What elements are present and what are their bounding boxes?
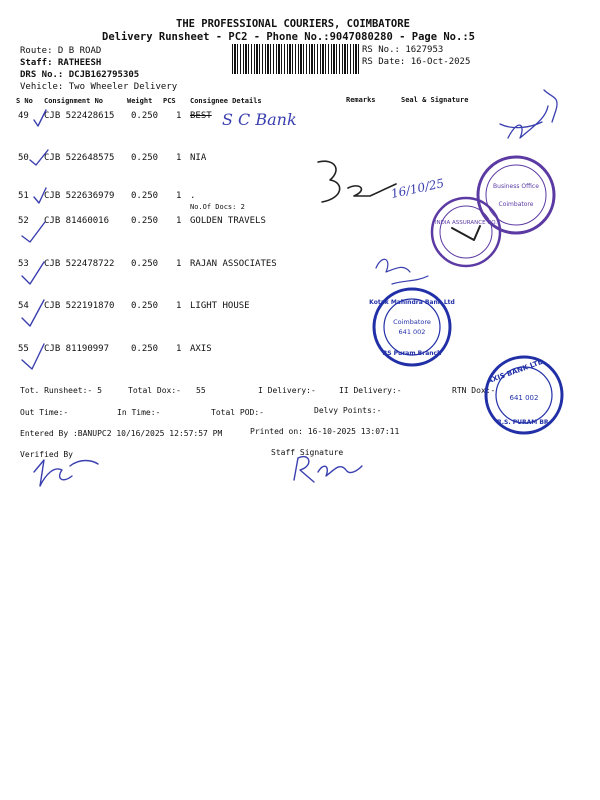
row-sno: 49	[18, 111, 29, 121]
row-consignment: CJB 522648575	[44, 153, 115, 163]
ii-delivery: II Delivery:-	[339, 386, 402, 395]
handwritten-note: S C Bank	[222, 110, 297, 129]
row-weight: 0.250	[131, 153, 159, 163]
runsheet-subtitle: Delivery Runsheet - PC2 - Phone No.:9047080280 - Page No.:5	[102, 31, 475, 43]
seal-signature	[500, 90, 557, 138]
stamp-text: Business Office	[493, 183, 539, 190]
col-consignee: Consignee Details	[190, 97, 262, 105]
vehicle-label: Vehicle: Two Wheeler Delivery	[20, 82, 178, 92]
row-consignee: AXIS	[190, 344, 212, 354]
row-pcs: 1	[176, 259, 182, 269]
axis-stamp	[486, 357, 562, 433]
delvy-points: Delvy Points:-	[314, 406, 382, 415]
row-weight: 0.250	[131, 259, 159, 269]
stamp-text: Kotak Mahindra Bank Ltd	[369, 299, 455, 306]
remarks-signature	[318, 161, 396, 202]
rs-date: RS Date: 16-Oct-2025	[362, 57, 471, 67]
col-sno: S No	[16, 97, 33, 105]
kotak-stamp	[369, 289, 455, 365]
total-dox-label: Total Dox:-	[128, 386, 181, 395]
check-icon	[34, 188, 46, 203]
stamp-text: 641 002	[398, 328, 426, 336]
row-weight: 0.250	[131, 216, 159, 226]
row-consignment: CJB 81190997	[44, 344, 110, 354]
check-icon	[30, 150, 48, 165]
row-weight: 0.250	[131, 191, 159, 201]
total-pod: Total POD:-	[211, 408, 264, 417]
stamp-text: R.S. PURAM BR.	[497, 419, 551, 426]
company-title: THE PROFESSIONAL COURIERS, COIMBATORE	[176, 18, 410, 30]
in-time: In Time:-	[117, 408, 161, 417]
staff-signature	[294, 457, 362, 482]
col-pcs: PCS	[163, 97, 176, 105]
row-weight: 0.250	[131, 111, 159, 121]
col-consignment: Consignment No	[44, 97, 104, 105]
i-delivery: I Delivery:-	[258, 386, 316, 395]
row-consignment: CJB 522191870	[44, 301, 115, 311]
route-label: Route: D B ROAD	[20, 46, 102, 56]
row53-signature	[376, 259, 428, 284]
total-dox-value: 55	[196, 386, 206, 395]
tot-runsheet: Tot. Runsheet:- 5	[20, 386, 102, 395]
tick-marks	[22, 110, 48, 369]
col-seal: Seal & Signature	[401, 96, 469, 104]
row-consignee: RAJAN ASSOCIATES	[190, 259, 277, 269]
stamp-text: INDIA ASSURANCE CO.	[434, 220, 498, 226]
row-consignment: CJB 81460016	[44, 216, 110, 226]
row-sno: 53	[18, 259, 29, 269]
verified-by-label: Verified By	[20, 450, 73, 459]
row-consignee: NIA	[190, 153, 207, 163]
verified-signature	[34, 460, 98, 486]
row-sno: 51	[18, 191, 29, 201]
out-time: Out Time:-	[20, 408, 69, 417]
row-consignee: BEST	[190, 111, 212, 121]
check-icon	[22, 300, 44, 326]
row-pcs: 1	[176, 344, 182, 354]
row-consignee: LIGHT HOUSE	[190, 301, 250, 311]
row-pcs: 1	[176, 111, 182, 121]
row-pcs: 1	[176, 153, 182, 163]
rtn-dox: RTN Dox:-	[452, 386, 496, 395]
check-icon	[22, 222, 45, 242]
staff-label: Staff: RATHEESH	[20, 58, 102, 68]
printed-on: Printed on: 16-10-2025 13:07:11	[250, 427, 400, 436]
row-sno: 50	[18, 153, 29, 163]
entered-by: Entered By :BANUPC2 10/16/2025 12:57:57 PM	[20, 429, 223, 438]
staff-signature-label: Staff Signature	[271, 448, 344, 457]
row-consignee: GOLDEN TRAVELS	[190, 216, 266, 226]
stamp-text: RS Puram Branch	[382, 350, 442, 357]
check-icon	[22, 262, 44, 284]
col-remarks: Remarks	[346, 96, 376, 104]
handwritten-date: 16/10/25	[389, 176, 446, 201]
row-weight: 0.250	[131, 344, 159, 354]
stamp-text: Coimbatore	[393, 318, 431, 326]
row-pcs: 1	[176, 216, 182, 226]
row-sno: 52	[18, 216, 29, 226]
row-consignment: CJB 522478722	[44, 259, 115, 269]
check-icon	[34, 110, 46, 126]
row-pcs: 1	[176, 301, 182, 311]
assurance-stamp	[432, 198, 500, 266]
stamp-text: Coimbatore	[498, 201, 534, 208]
col-weight: Weight	[127, 97, 153, 105]
drs-number: DRS No.: DCJB162795305	[20, 70, 140, 80]
row-sno: 54	[18, 301, 29, 311]
row-consignment: CJB 522636979	[44, 191, 115, 201]
row-consignee: .	[190, 191, 196, 201]
stamp-text: 641 002	[509, 394, 539, 402]
check-icon	[22, 344, 44, 369]
row-sno: 55	[18, 344, 29, 354]
rs-number: RS No.: 1627953	[362, 45, 444, 55]
stamp-text: AXIS BANK LTD	[486, 357, 545, 386]
row-weight: 0.250	[131, 301, 159, 311]
row-docs-note: No.Of Docs: 2	[190, 203, 245, 211]
row-pcs: 1	[176, 191, 182, 201]
row-consignment: CJB 522428615	[44, 111, 115, 121]
